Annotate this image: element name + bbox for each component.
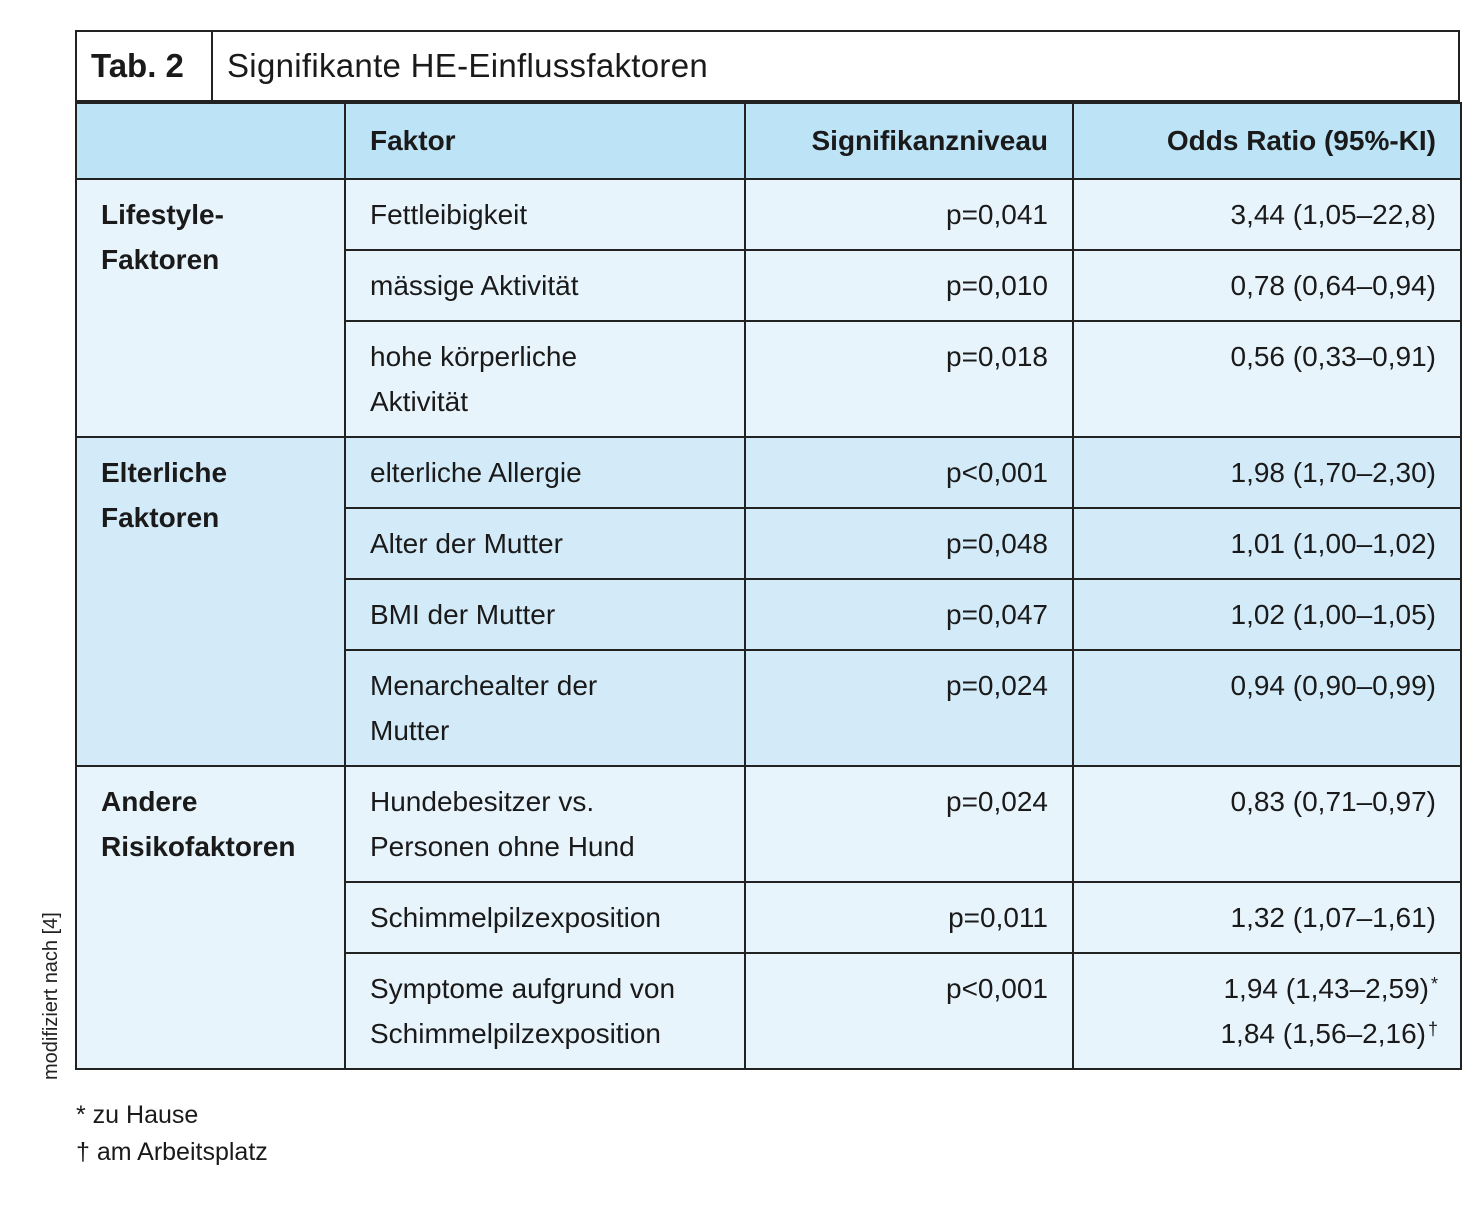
p-value-cell: p=0,041 bbox=[745, 179, 1073, 250]
odds-ratio-cell: 0,56 (0,33–0,91) bbox=[1073, 321, 1461, 437]
factor-cell: Symptome aufgrund von Schimmelpilzexposition bbox=[345, 953, 745, 1069]
factor-cell: Menarchealter der Mutter bbox=[345, 650, 745, 766]
odds-ratio-cell: 3,44 (1,05–22,8) bbox=[1073, 179, 1461, 250]
odds-ratio-cell: 0,83 (0,71–0,97) bbox=[1073, 766, 1461, 882]
factor-cell: hohe körperliche Aktivität bbox=[345, 321, 745, 437]
header-odds-ratio: Odds Ratio (95%-KI) bbox=[1073, 103, 1461, 179]
factor-cell: Schimmelpilzexposition bbox=[345, 882, 745, 953]
odds-ratio-cell bbox=[1073, 953, 1461, 1069]
odds-ratio-cell: 1,01 (1,00–1,02) bbox=[1073, 508, 1461, 579]
footnote-work: † am Arbeitsplatz bbox=[76, 1138, 268, 1166]
p-value-cell: p=0,011 bbox=[745, 882, 1073, 953]
header-row bbox=[76, 103, 1461, 179]
table-number: Tab. 2 bbox=[77, 32, 213, 100]
odds-ratio-home: 1,94 (1,43–2,59) * bbox=[1223, 973, 1438, 1004]
footnotes bbox=[76, 1097, 268, 1171]
header-significance: Signifikanzniveau bbox=[745, 103, 1073, 179]
p-value-cell: p=0,047 bbox=[745, 579, 1073, 650]
odds-ratio-cell: 1,02 (1,00–1,05) bbox=[1073, 579, 1461, 650]
p-value-cell: p<0,001 bbox=[745, 953, 1073, 1069]
p-value-cell: p=0,018 bbox=[745, 321, 1073, 437]
odds-ratio-cell: 0,78 (0,64–0,94) bbox=[1073, 250, 1461, 321]
odds-ratio-cell: 1,98 (1,70–2,30) bbox=[1073, 437, 1461, 508]
table-row bbox=[76, 179, 1461, 250]
odds-ratio-cell: 1,32 (1,07–1,61) bbox=[1073, 882, 1461, 953]
table-caption bbox=[75, 30, 1460, 102]
factors-table bbox=[75, 102, 1462, 1070]
table-title: Signifikante HE-Einflussfaktoren bbox=[227, 47, 708, 84]
p-value-cell: p<0,001 bbox=[745, 437, 1073, 508]
p-value-cell: p=0,024 bbox=[745, 766, 1073, 882]
source-note: modifiziert nach [4] bbox=[40, 912, 62, 1080]
factor-cell: BMI der Mutter bbox=[345, 579, 745, 650]
factor-cell: Fettleibigkeit bbox=[345, 179, 745, 250]
table-frame bbox=[75, 30, 1460, 1070]
table-row bbox=[76, 437, 1461, 508]
p-value-cell: p=0,048 bbox=[745, 508, 1073, 579]
header-factor: Faktor bbox=[345, 103, 745, 179]
group-label-lifestyle: Lifestyle- Faktoren bbox=[76, 179, 345, 437]
group-label-parental: Elterliche Faktoren bbox=[76, 437, 345, 766]
footnote-mark-star: * bbox=[1430, 974, 1438, 994]
odds-ratio-work: 1,84 (1,56–2,16) † bbox=[1220, 1018, 1438, 1049]
group-label-other: Andere Risikofaktoren bbox=[76, 766, 345, 1069]
footnote-mark-dagger: † bbox=[1427, 1019, 1438, 1039]
factor-cell: Hundebesitzer vs. Personen ohne Hund bbox=[345, 766, 745, 882]
table-row bbox=[76, 766, 1461, 882]
p-value-cell: p=0,010 bbox=[745, 250, 1073, 321]
factor-cell: Alter der Mutter bbox=[345, 508, 745, 579]
factor-cell: mässige Aktivität bbox=[345, 250, 745, 321]
odds-ratio-cell: 0,94 (0,90–0,99) bbox=[1073, 650, 1461, 766]
p-value-cell: p=0,024 bbox=[745, 650, 1073, 766]
header-group bbox=[76, 103, 345, 179]
factor-cell: elterliche Allergie bbox=[345, 437, 745, 508]
footnote-home: * zu Hause bbox=[76, 1101, 199, 1129]
